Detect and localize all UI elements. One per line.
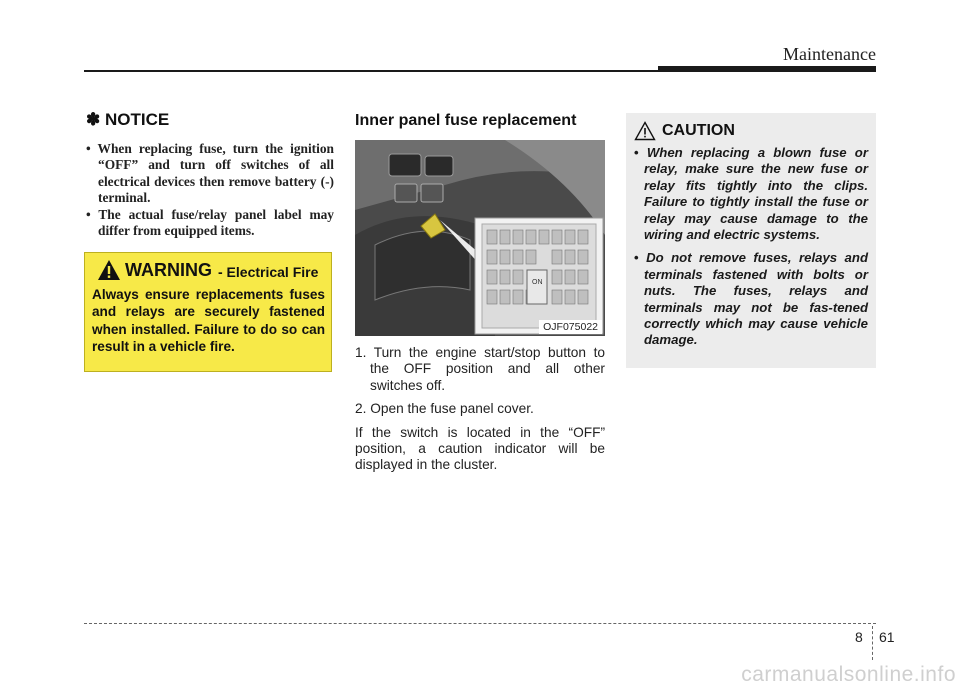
warning-header <box>97 259 318 281</box>
header-rule <box>84 70 684 72</box>
caution-header <box>634 121 735 141</box>
fuse-panel-illustration <box>355 140 605 336</box>
step-item: 1. Turn the engine start/stop button to the OFF position and all other switches off. <box>355 345 605 393</box>
caution-title: CAUTION <box>662 122 735 139</box>
warning-text: Always ensure replacements fuses and relays are securely fastened when installed. Failure to do so can result in a vehicle fire. <box>92 287 325 355</box>
notice-list <box>86 141 334 239</box>
section-header: Maintenance <box>783 44 876 64</box>
footer-rule <box>84 623 876 624</box>
warning-triangle-icon <box>97 259 121 281</box>
steps-block <box>355 345 605 481</box>
caution-list <box>634 145 868 356</box>
chapter-number: 8 <box>855 629 863 645</box>
warning-subtitle: - Electrical Fire <box>218 263 319 280</box>
header-rule-accent <box>658 66 876 72</box>
notice-title: ✽ NOTICE <box>86 110 170 129</box>
caution-box <box>626 113 876 368</box>
notice-item: • The actual fuse/relay panel label may differ from equipped items. <box>86 207 334 240</box>
step-item: 2. Open the fuse panel cover. <box>355 401 534 417</box>
notice-item: • When replacing fuse, turn the ignition “OFF” and turn off switches of all electrical devices then remove battery (-) terminal. <box>86 141 334 207</box>
site-watermark: carmanualsonline.info <box>741 663 956 686</box>
caution-triangle-icon <box>634 121 656 141</box>
warning-box <box>84 252 332 372</box>
page-divider <box>872 626 873 660</box>
section-title: Inner panel fuse replacement <box>355 112 577 129</box>
caution-item: • Do not remove fuses, relays and terminals fastened with bolts or nuts. The fuses, relays and terminals may not be fas-tened correctly which may cause vehicle damage. <box>634 250 868 348</box>
cluster-note: If the switch is located in the “OFF” position, a caution indicator will be displayed in the cluster. <box>355 424 605 473</box>
fuse-panel-figure <box>355 140 605 336</box>
caution-item: • When replacing a blown fuse or relay, make sure the new fuse or relay fits tightly into the clips. Failure to tightly install the fuse or relay may cause damage to the wiring and electric systems. <box>634 145 868 243</box>
page-number: 61 <box>879 629 895 645</box>
figure-code: OJF075022 <box>539 320 602 334</box>
fuse-switch-label: ON <box>532 279 543 286</box>
warning-title: WARNING <box>125 259 212 280</box>
